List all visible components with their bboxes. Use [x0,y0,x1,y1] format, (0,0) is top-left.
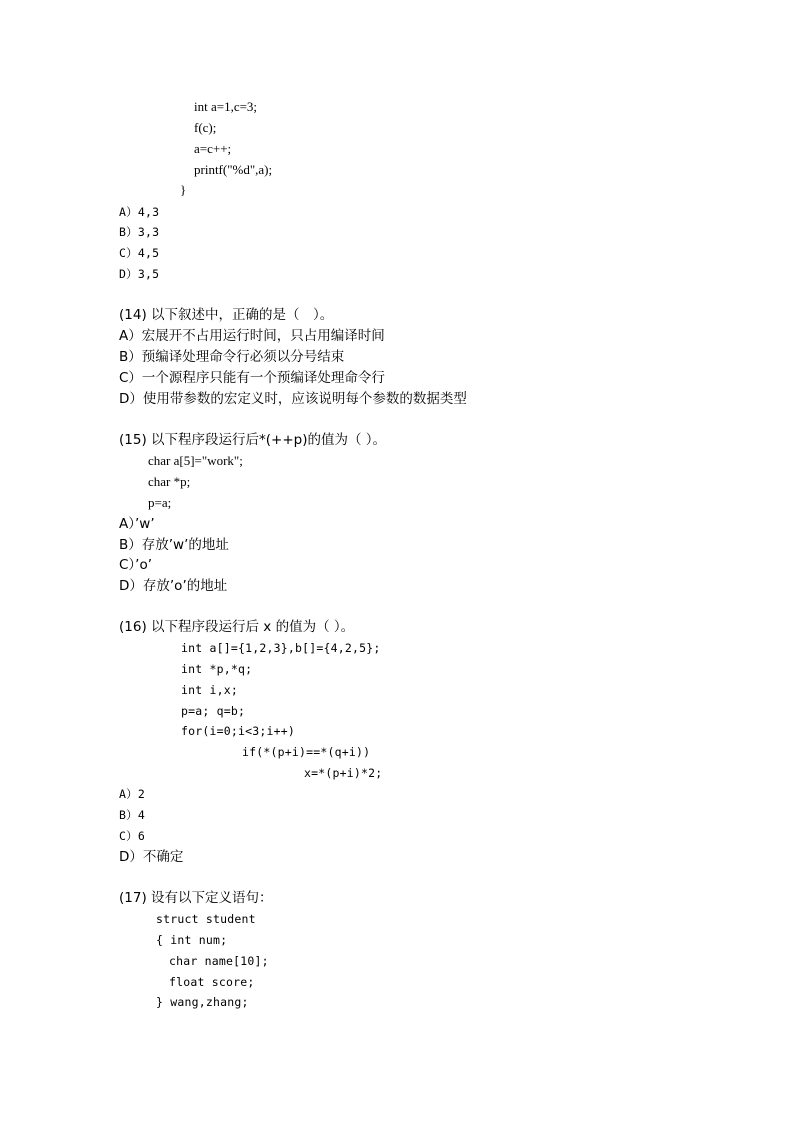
answer-option: C）4,5 [119,246,160,260]
answer-option: C）’o’ [119,557,153,573]
code-line: if(*(p+i)==*(q+i)) [242,745,371,759]
answer-option: B）3,3 [119,225,160,239]
question-stem: (17) 设有以下定义语句： [119,890,273,906]
code-line: } [180,182,187,197]
question-stem: (15) 以下程序段运行后*(++p)的值为（ ）。 [119,432,387,448]
code-line: int a[]={1,2,3},b[]={4,2,5}; [181,641,381,655]
code-line: struct student [156,912,256,926]
question-stem: (16) 以下程序段运行后 x 的值为（ ）。 [119,619,355,635]
code-line: char name[10]; [169,954,269,968]
answer-option: B）存放’w’的地址 [119,537,229,553]
code-line: char *p; [148,474,191,489]
answer-option: C）一个源程序只能有一个预编译处理命令行 [119,370,385,386]
code-line: f(c); [194,120,217,135]
code-line: p=a; [148,495,172,510]
answer-option: C）6 [119,829,145,843]
answer-option: D）3,5 [119,267,160,281]
code-line: int a=1,c=3; [194,99,258,114]
answer-option: A）4,3 [119,205,160,219]
code-line: printf("%d",a); [194,162,273,177]
code-line: float score; [169,975,255,989]
answer-option: B）预编译处理命令行必须以分号结束 [119,349,345,365]
answer-option: A）’w’ [119,516,155,532]
code-line: x=*(p+i)*2; [304,766,383,780]
answer-option: B）4 [119,808,145,822]
code-line: int i,x; [181,683,238,697]
answer-option: D）使用带参数的宏定义时，应该说明每个参数的数据类型 [119,391,467,407]
answer-option: A）2 [119,787,145,801]
question-stem: (14) 以下叙述中，正确的是（ ）。 [119,307,334,323]
answer-option: D）不确定 [119,849,184,865]
answer-option: A）宏展开不占用运行时间，只占用编译时间 [119,328,385,344]
code-line: } wang,zhang; [156,995,249,1009]
answer-option: D）存放’o’的地址 [119,578,228,594]
code-line: for(i=0;i<3;i++) [181,724,295,738]
code-line: int *p,*q; [181,662,253,676]
code-line: { int num; [156,933,228,947]
code-line: a=c++; [194,141,232,156]
code-line: p=a; q=b; [181,704,246,718]
code-line: char a[5]="work"; [148,453,243,468]
